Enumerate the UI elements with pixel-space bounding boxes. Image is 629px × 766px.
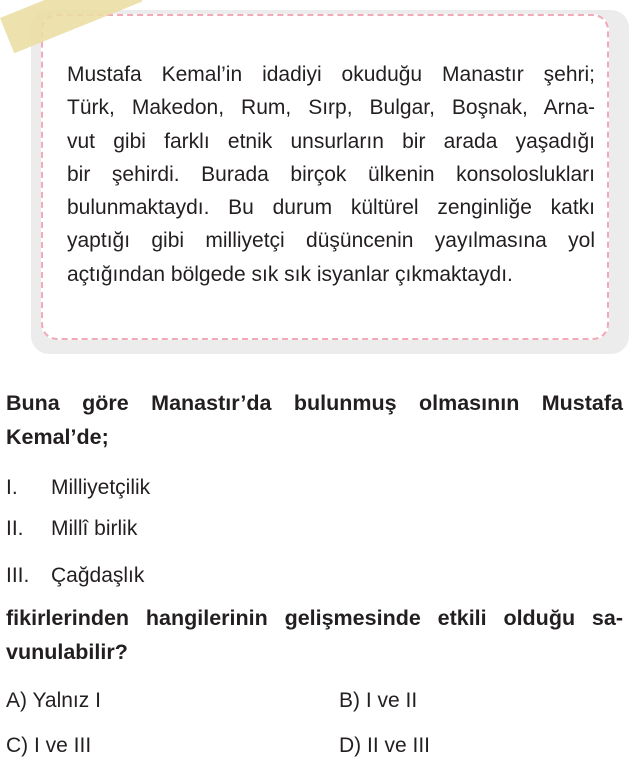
passage-text (67, 58, 595, 291)
statement-text: Milliyetçilik (51, 476, 151, 499)
question-line: Kemal’de; (6, 425, 109, 449)
passage-line: bulunmaktaydı. Bu durum kültürel zenginliğe katkı (67, 196, 595, 220)
option-b[interactable]: B) I ve II (339, 689, 418, 712)
statement-text: Millî birlik (51, 517, 138, 540)
question-line: vunulabilir? (6, 640, 128, 664)
passage-line: vut gibi farklı etnik unsurların bir arada yaşadığı (67, 129, 595, 153)
statement-3 (6, 561, 144, 591)
question-line: Buna göre Manastır’da bulunmuş olmasının Mustafa (6, 391, 623, 415)
option-a[interactable]: A) Yalnız I (6, 689, 101, 712)
passage-line: açtığından bölgede sık sık isyanlar çıkmaktaydı. (67, 262, 513, 286)
question-stem-top (6, 386, 623, 454)
passage-line: Türk, Makedon, Rum, Sırp, Bulgar, Boşnak, Arna- (67, 96, 595, 120)
passage-line: Mustafa Kemal’in idadiyi okuduğu Manastır şehri; (67, 63, 595, 86)
statement-1 (6, 473, 150, 503)
statement-text: Çağdaşlık (51, 564, 145, 587)
passage-line: bir şehirdi. Burada birçok ülkenin konsoloslukları (67, 162, 595, 186)
statement-number: I. (6, 476, 18, 499)
statement-number: II. (6, 517, 24, 540)
option-d[interactable]: D) II ve III (339, 734, 431, 757)
statement-number: III. (6, 564, 30, 587)
question-stem-bottom (6, 601, 623, 669)
statement-2 (6, 514, 137, 544)
option-c[interactable]: C) I ve III (6, 734, 92, 757)
passage-line: yaptığı gibi milliyetçi düşüncenin yayılmasına yol (67, 229, 595, 253)
question-line: fikirlerinden hangilerinin gelişmesinde etkili olduğu sa- (6, 606, 623, 630)
